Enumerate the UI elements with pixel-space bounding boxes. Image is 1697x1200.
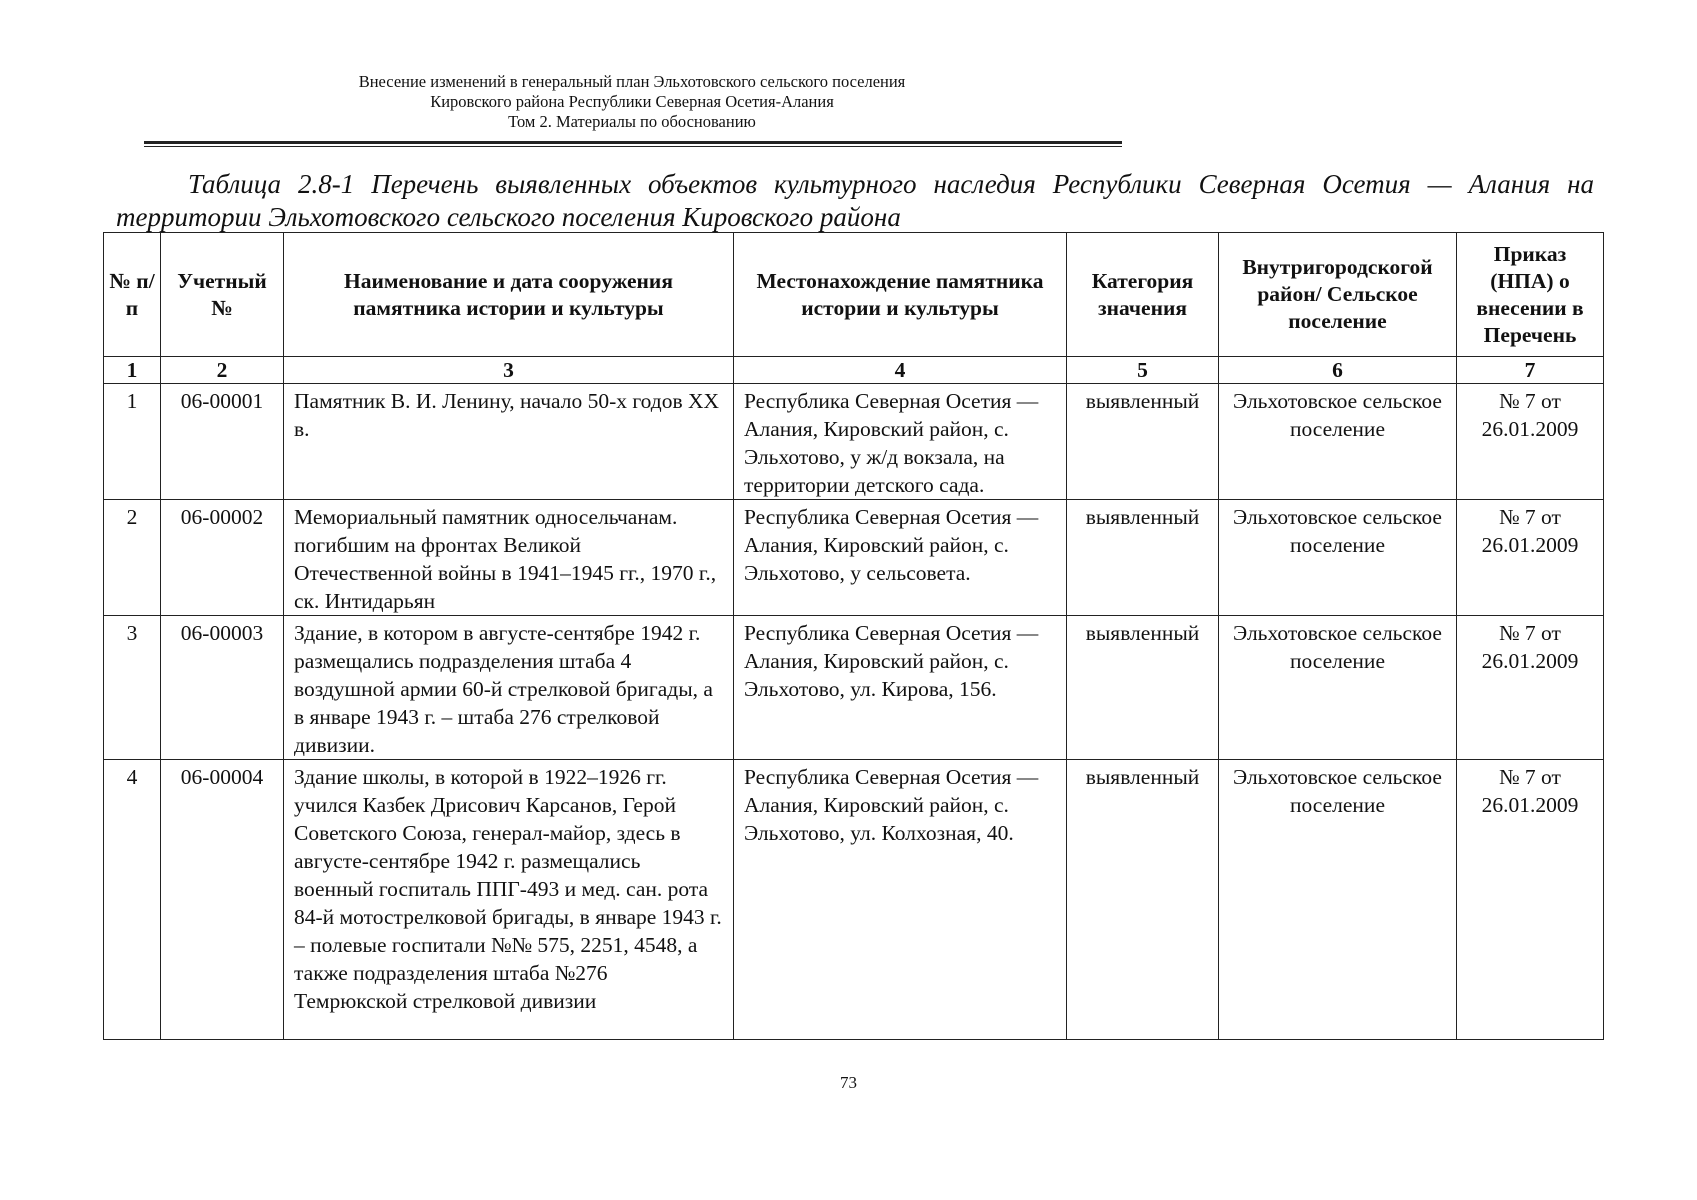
cell-reg: 06-00002 [161,500,284,616]
column-number: 4 [734,357,1067,384]
header-line-3: Том 2. Материалы по обоснованию [508,112,756,131]
cell-order: № 7 от 26.01.2009 [1457,500,1604,616]
header-line-1: Внесение изменений в генеральный план Эльхотовского сельского поселения [358,72,906,91]
cell-num: 1 [104,384,161,500]
cell-category: выявленный [1067,616,1219,760]
table-header-row [104,233,1604,357]
header-line-2: Кировского района Республики Северная Осетия-Алания [430,92,834,111]
column-header-category: Категория значения [1067,233,1219,357]
table-row [104,760,1604,1040]
column-number: 1 [104,357,161,384]
header-rule-thin [144,146,1122,147]
table-row [104,500,1604,616]
cell-category: выявленный [1067,384,1219,500]
column-header-location: Местонахождение памятника истории и культуры [734,233,1067,357]
cell-reg: 06-00004 [161,760,284,1040]
cell-district: Эльхотовское сельское поселение [1219,500,1457,616]
cell-num: 4 [104,760,161,1040]
cell-location: Республика Северная Осетия — Алания, Кировский район, с. Эльхотово, ул. Кирова, 156. [734,616,1067,760]
column-number: 7 [1457,357,1604,384]
cell-category: выявленный [1067,500,1219,616]
cell-category: выявленный [1067,760,1219,1040]
table-row [104,384,1604,500]
cell-location: Республика Северная Осетия — Алания, Кировский район, с. Эльхотово, у сельсовета. [734,500,1067,616]
cell-district: Эльхотовское сельское поселение [1219,760,1457,1040]
table-row [104,616,1604,760]
column-header-reg: Учетный № [161,233,284,357]
document-header [144,72,1120,132]
cell-name: Памятник В. И. Ленину, начало 50-х годов XX в. [284,384,734,500]
cell-order: № 7 от 26.01.2009 [1457,760,1604,1040]
column-header-order: Приказ (НПА) о внесении в Перечень [1457,233,1604,357]
table-caption: Таблица 2.8-1 Перечень выявленных объектов культурного наследия Республики Северная Осетия — Алания на территории Эльхотовского сельского поселения Кировского района [116,169,1594,232]
column-header-name: Наименование и дата сооружения памятника истории и культуры [284,233,734,357]
cell-order: № 7 от 26.01.2009 [1457,616,1604,760]
cell-num: 2 [104,500,161,616]
cell-reg: 06-00001 [161,384,284,500]
header-rule-thick [144,141,1122,144]
heritage-table [103,232,1604,1040]
column-number: 2 [161,357,284,384]
cell-name: Здание школы, в которой в 1922–1926 гг. учился Казбек Дрисович Карсанов, Герой Советского Союза, генерал-майор, здесь в августе-сентябре 1942 г. размещались военный госпиталь ППГ-493 и мед. сан. рота 84-й мотострелковой бригады, в январе 1943 г. – полевые госпитали №№ 575, 2251, 4548, а также подразделения штаба №276 Темрюкской стрелковой дивизии [284,760,734,1040]
column-number: 6 [1219,357,1457,384]
cell-district: Эльхотовское сельское поселение [1219,616,1457,760]
cell-name: Здание, в котором в августе-сентябре 1942 г. размещались подразделения штаба 4 воздушной армии 60-й стрелковой бригады, а в январе 1943 г. – штаба 276 стрелковой дивизии. [284,616,734,760]
cell-reg: 06-00003 [161,616,284,760]
cell-num: 3 [104,616,161,760]
cell-name: Мемориальный памятник односельчанам. погибшим на фронтах Великой Отечественной войны в 1941–1945 гг., 1970 г., ск. Интидарьян [284,500,734,616]
column-number: 5 [1067,357,1219,384]
column-number: 3 [284,357,734,384]
cell-location: Республика Северная Осетия — Алания, Кировский район, с. Эльхотово, у ж/д вокзала, на территории детского сада. [734,384,1067,500]
cell-order: № 7 от 26.01.2009 [1457,384,1604,500]
column-number-row [104,357,1604,384]
column-header-num: № п/п [104,233,161,357]
cell-district: Эльхотовское сельское поселение [1219,384,1457,500]
page-number: 73 [840,1073,857,1092]
cell-location: Республика Северная Осетия — Алания, Кировский район, с. Эльхотово, ул. Колхозная, 40. [734,760,1067,1040]
column-header-district: Внутригородскогой район/ Сельское поселение [1219,233,1457,357]
